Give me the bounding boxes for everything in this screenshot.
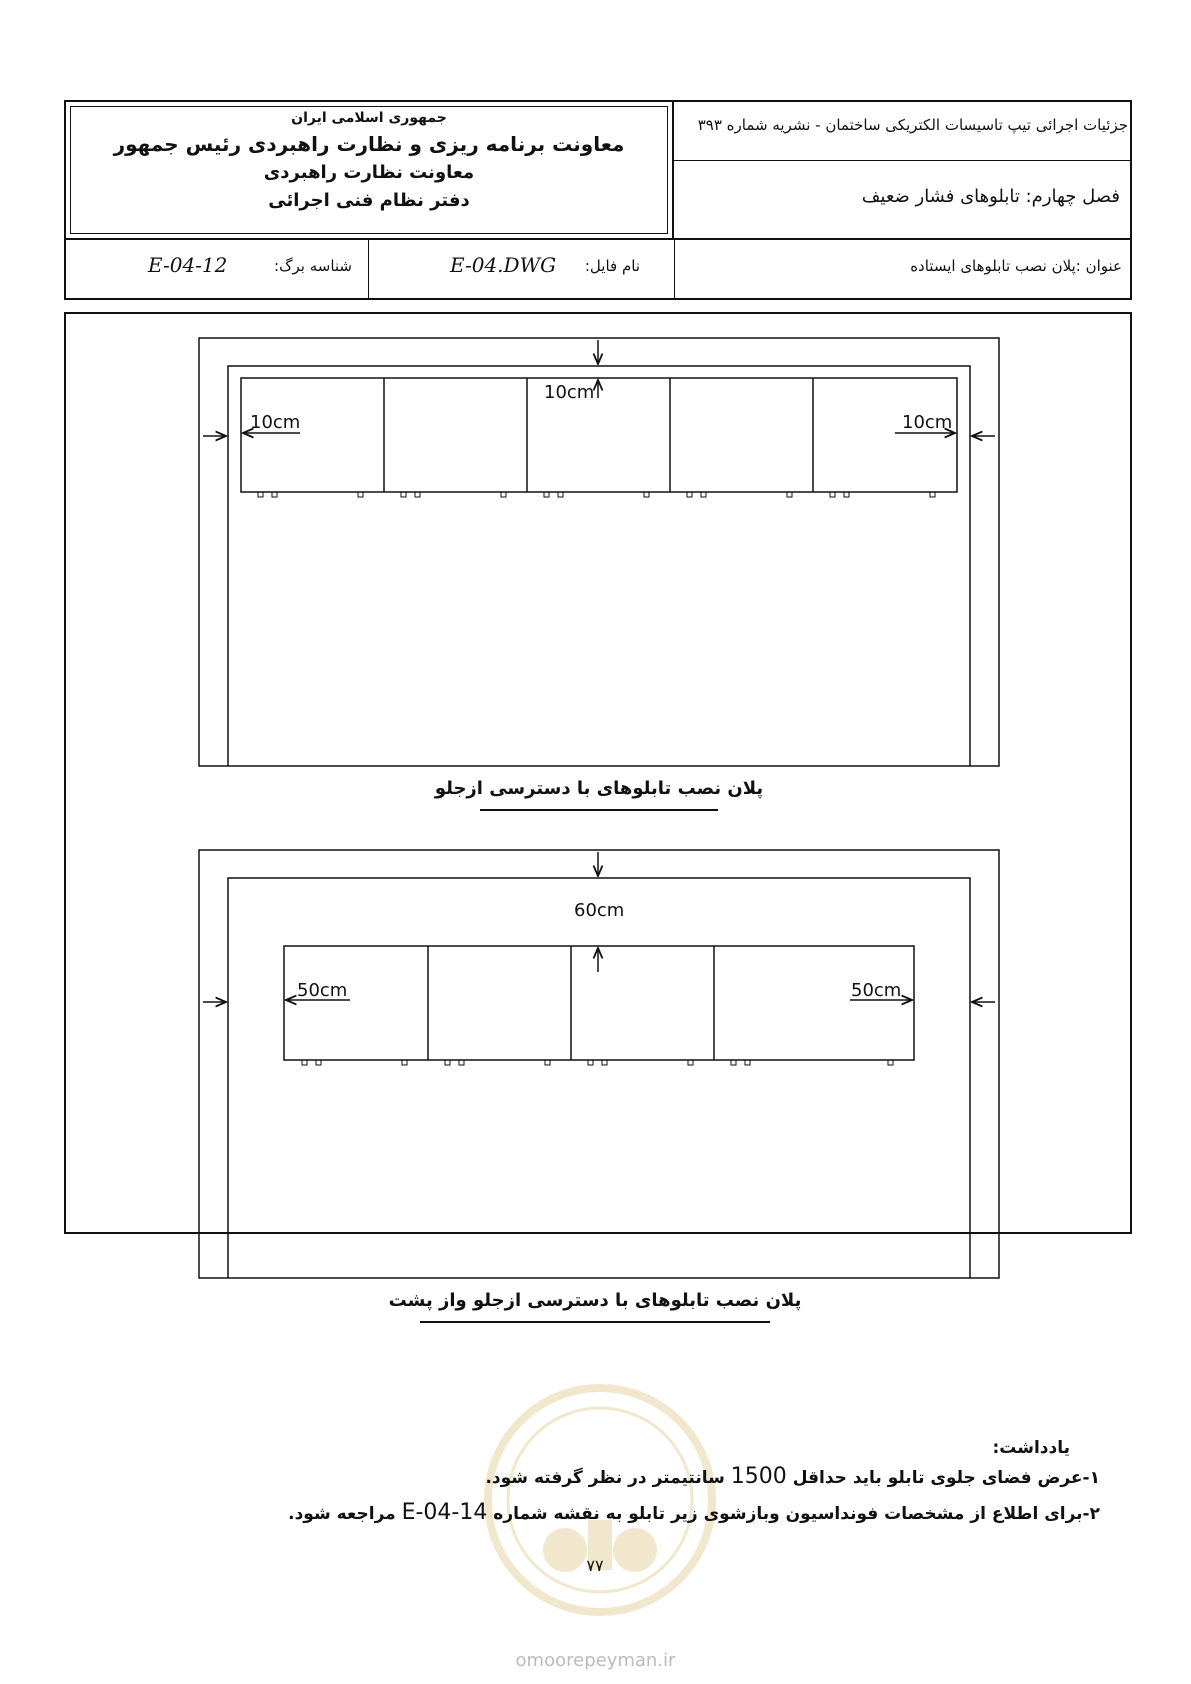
org-office: دفتر نظام فنی اجرائی xyxy=(268,190,470,211)
plan1-dim-top: 10cm xyxy=(544,382,595,403)
note-2-text-a: ۲-برای اطلاع از مشخصات فونداسیون وبازشوی زیر تابلو به نقشه شماره xyxy=(493,1504,1100,1524)
file-label: نام فایل: xyxy=(584,257,640,275)
plan1-dim-right: 10cm xyxy=(902,412,953,433)
file-value: E-04.DWG xyxy=(450,253,557,277)
org-country: جمهوری اسلامی ایران xyxy=(291,110,447,126)
plan1-outer-wall xyxy=(199,338,999,766)
plan1-caption: پلان نصب تابلوهای با دسترسی ازجلو xyxy=(434,778,764,799)
plan2-inner-wall xyxy=(228,878,970,1278)
sheet-value: E-04-12 xyxy=(148,253,228,277)
org-supervision: معاونت نظارت راهبردی xyxy=(263,162,475,183)
plan1-dim-left: 10cm xyxy=(250,412,301,433)
org-vice-presidency: معاونت برنامه ریزی و نظارت راهبردی رئیس جمهور xyxy=(113,132,625,156)
chapter-title: فصل چهارم: تابلوهای فشار ضعیف xyxy=(861,186,1120,207)
sheet-label: شناسه برگ: xyxy=(274,257,352,275)
plan2-caption: پلان نصب تابلوهای با دسترسی ازجلو واز پشت xyxy=(388,1290,802,1311)
note-2-text-b: مراجعه شود. xyxy=(288,1504,396,1524)
note-1 xyxy=(340,1464,1100,1489)
footer-site: omoorepeyman.ir xyxy=(515,1650,676,1671)
plan1-panel-row xyxy=(241,378,957,492)
plan2-dim-right: 50cm xyxy=(851,980,902,1001)
note-1-number: 1500 xyxy=(730,1464,787,1489)
note-1-text-a: ۱-عرض فضای جلوی تابلو باید حداقل xyxy=(792,1468,1100,1488)
publication-title: جزئیات اجرائی تیپ تاسیسات الکتریکی ساختمان - نشریه شماره ۳۹۳ xyxy=(697,116,1128,134)
notes-title: یادداشت: xyxy=(992,1438,1070,1458)
plan2-dim-top: 60cm xyxy=(574,900,625,921)
page-number: ۷۷ xyxy=(586,1556,604,1575)
plan1-inner-wall xyxy=(228,366,970,766)
plan2-dim-left: 50cm xyxy=(297,980,348,1001)
note-1-text-b: سانتیمتر در نظر گرفته شود. xyxy=(485,1468,725,1488)
note-2 xyxy=(230,1500,1100,1525)
plan2-panel-row xyxy=(284,946,914,1060)
note-2-drawing-ref: E-04-14 xyxy=(401,1500,488,1525)
drawing-title-label: عنوان : xyxy=(1075,257,1122,275)
drawing-title-value: پلان نصب تابلوهای ایستاده xyxy=(910,257,1076,275)
